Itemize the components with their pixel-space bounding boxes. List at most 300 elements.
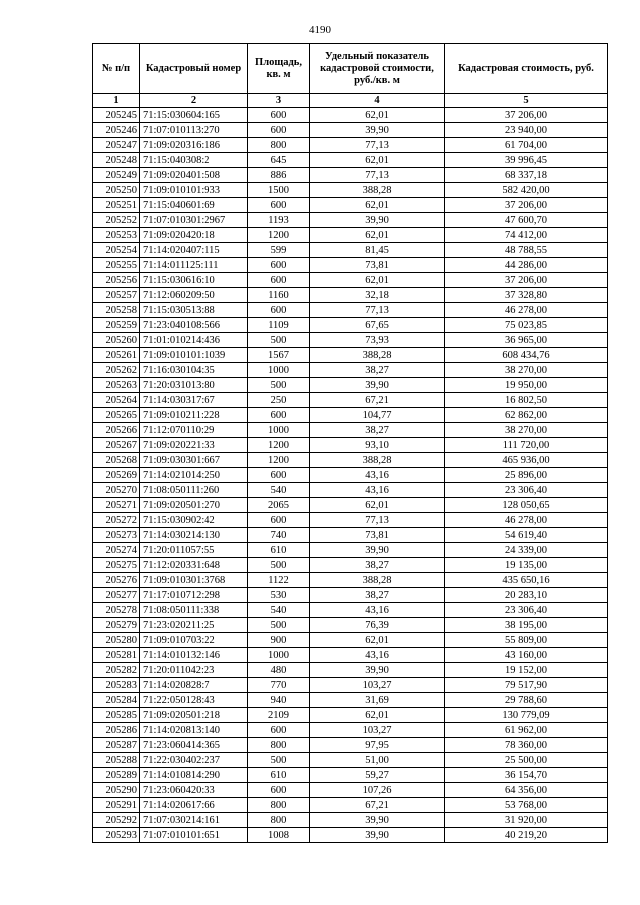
- specific-rate-cell: 388,28: [310, 573, 445, 588]
- specific-rate-cell: 39,90: [310, 213, 445, 228]
- table-row: [93, 123, 608, 138]
- cadastral-cost-cell: 48 788,55: [445, 243, 608, 258]
- cadastral-cost-cell: 38 270,00: [445, 363, 608, 378]
- table-row: [93, 153, 608, 168]
- cadastral-cost-cell: 43 160,00: [445, 648, 608, 663]
- specific-rate-cell: 38,27: [310, 423, 445, 438]
- cadastral-cost-cell: 47 600,70: [445, 213, 608, 228]
- cadastral-number-cell: 71:14:010814:290: [140, 768, 248, 783]
- row-number-cell: 205266: [93, 423, 140, 438]
- row-number-cell: 205257: [93, 288, 140, 303]
- area-cell: 1567: [248, 348, 310, 363]
- row-number-cell: 205254: [93, 243, 140, 258]
- area-cell: 1000: [248, 648, 310, 663]
- specific-rate-cell: 43,16: [310, 648, 445, 663]
- specific-rate-cell: 31,69: [310, 693, 445, 708]
- row-number-cell: 205268: [93, 453, 140, 468]
- area-cell: 1200: [248, 228, 310, 243]
- header-cadastral-number: Кадастровый номер: [140, 44, 248, 94]
- cadastral-cost-cell: 78 360,00: [445, 738, 608, 753]
- row-number-cell: 205249: [93, 168, 140, 183]
- row-number-cell: 205276: [93, 573, 140, 588]
- row-number-cell: 205280: [93, 633, 140, 648]
- row-number-cell: 205248: [93, 153, 140, 168]
- area-cell: 610: [248, 768, 310, 783]
- cadastral-number-cell: 71:12:070110:29: [140, 423, 248, 438]
- column-number: 3: [248, 94, 310, 108]
- specific-rate-cell: 97,95: [310, 738, 445, 753]
- area-cell: 480: [248, 663, 310, 678]
- cadastral-number-cell: 71:09:020401:508: [140, 168, 248, 183]
- cadastral-cost-cell: 36 965,00: [445, 333, 608, 348]
- specific-rate-cell: 77,13: [310, 303, 445, 318]
- table-row: [93, 618, 608, 633]
- row-number-cell: 205250: [93, 183, 140, 198]
- table-row: [93, 633, 608, 648]
- cadastral-cost-cell: 40 219,20: [445, 828, 608, 843]
- cadastral-number-cell: 71:15:040601:69: [140, 198, 248, 213]
- cadastral-number-cell: 71:15:040308:2: [140, 153, 248, 168]
- row-number-cell: 205261: [93, 348, 140, 363]
- specific-rate-cell: 43,16: [310, 603, 445, 618]
- table-row: [93, 198, 608, 213]
- cadastral-cost-cell: 37 206,00: [445, 273, 608, 288]
- cadastral-number-cell: 71:15:030902:42: [140, 513, 248, 528]
- row-number-cell: 205289: [93, 768, 140, 783]
- table-row: [93, 303, 608, 318]
- specific-rate-cell: 388,28: [310, 183, 445, 198]
- cadastral-cost-cell: 37 206,00: [445, 198, 608, 213]
- area-cell: 1122: [248, 573, 310, 588]
- specific-rate-cell: 76,39: [310, 618, 445, 633]
- specific-rate-cell: 73,93: [310, 333, 445, 348]
- specific-rate-cell: 104,77: [310, 408, 445, 423]
- table-row: [93, 378, 608, 393]
- page-number: 4190: [309, 24, 331, 36]
- table-row: [93, 453, 608, 468]
- cadastral-number-cell: 71:17:010712:298: [140, 588, 248, 603]
- specific-rate-cell: 43,16: [310, 483, 445, 498]
- row-number-cell: 205270: [93, 483, 140, 498]
- cadastral-cost-cell: 465 936,00: [445, 453, 608, 468]
- row-number-cell: 205255: [93, 258, 140, 273]
- area-cell: 600: [248, 468, 310, 483]
- table-row: [93, 273, 608, 288]
- area-cell: 500: [248, 378, 310, 393]
- row-number-cell: 205284: [93, 693, 140, 708]
- table-row: [93, 723, 608, 738]
- specific-rate-cell: 39,90: [310, 378, 445, 393]
- cadastral-number-cell: 71:07:010301:2967: [140, 213, 248, 228]
- area-cell: 1000: [248, 363, 310, 378]
- specific-rate-cell: 67,21: [310, 798, 445, 813]
- table-row: [93, 318, 608, 333]
- area-cell: 600: [248, 123, 310, 138]
- cadastral-cost-cell: 38 195,00: [445, 618, 608, 633]
- cadastral-number-cell: 71:23:040108:566: [140, 318, 248, 333]
- specific-rate-cell: 103,27: [310, 723, 445, 738]
- specific-rate-cell: 39,90: [310, 123, 445, 138]
- table-row: [93, 813, 608, 828]
- row-number-cell: 205291: [93, 798, 140, 813]
- specific-rate-cell: 62,01: [310, 708, 445, 723]
- cadastral-number-cell: 71:20:011042:23: [140, 663, 248, 678]
- table-row: [93, 228, 608, 243]
- area-cell: 250: [248, 393, 310, 408]
- row-number-cell: 205267: [93, 438, 140, 453]
- cadastral-cost-cell: 16 802,50: [445, 393, 608, 408]
- specific-rate-cell: 73,81: [310, 258, 445, 273]
- cadastral-cost-cell: 74 412,00: [445, 228, 608, 243]
- row-number-cell: 205285: [93, 708, 140, 723]
- cadastral-cost-cell: 23 306,40: [445, 483, 608, 498]
- area-cell: 500: [248, 558, 310, 573]
- area-cell: 770: [248, 678, 310, 693]
- specific-rate-cell: 62,01: [310, 498, 445, 513]
- specific-rate-cell: 93,10: [310, 438, 445, 453]
- specific-rate-cell: 59,27: [310, 768, 445, 783]
- cadastral-cost-cell: 23 940,00: [445, 123, 608, 138]
- area-cell: 1200: [248, 453, 310, 468]
- cadastral-cost-cell: 54 619,40: [445, 528, 608, 543]
- table-header-row: [93, 44, 608, 94]
- row-number-cell: 205287: [93, 738, 140, 753]
- cadastral-number-cell: 71:08:050111:260: [140, 483, 248, 498]
- specific-rate-cell: 39,90: [310, 813, 445, 828]
- cadastral-cost-cell: 19 152,00: [445, 663, 608, 678]
- cadastral-number-cell: 71:14:030317:67: [140, 393, 248, 408]
- table-row: [93, 768, 608, 783]
- row-number-cell: 205286: [93, 723, 140, 738]
- cadastral-cost-cell: 37 328,80: [445, 288, 608, 303]
- specific-rate-cell: 62,01: [310, 108, 445, 123]
- table-row: [93, 138, 608, 153]
- table-row: [93, 753, 608, 768]
- cadastral-cost-cell: 44 286,00: [445, 258, 608, 273]
- cadastral-value-table: [92, 43, 608, 843]
- row-number-cell: 205273: [93, 528, 140, 543]
- cadastral-number-cell: 71:15:030616:10: [140, 273, 248, 288]
- specific-rate-cell: 77,13: [310, 168, 445, 183]
- cadastral-number-cell: 71:14:010132:146: [140, 648, 248, 663]
- area-cell: 740: [248, 528, 310, 543]
- table-row: [93, 588, 608, 603]
- table-row: [93, 693, 608, 708]
- cadastral-number-cell: 71:09:020221:33: [140, 438, 248, 453]
- cadastral-number-cell: 71:20:031013:80: [140, 378, 248, 393]
- row-number-cell: 205278: [93, 603, 140, 618]
- table-row: [93, 708, 608, 723]
- cadastral-cost-cell: 68 337,18: [445, 168, 608, 183]
- specific-rate-cell: 388,28: [310, 453, 445, 468]
- cadastral-cost-cell: 128 050,65: [445, 498, 608, 513]
- area-cell: 600: [248, 108, 310, 123]
- area-cell: 500: [248, 333, 310, 348]
- row-number-cell: 205258: [93, 303, 140, 318]
- header-area: Площадь, кв. м: [248, 44, 310, 94]
- cadastral-cost-cell: 61 962,00: [445, 723, 608, 738]
- table-row: [93, 213, 608, 228]
- row-number-cell: 205256: [93, 273, 140, 288]
- column-numbers-row: [93, 94, 608, 108]
- area-cell: 1193: [248, 213, 310, 228]
- cadastral-cost-cell: 130 779,09: [445, 708, 608, 723]
- row-number-cell: 205247: [93, 138, 140, 153]
- cadastral-number-cell: 71:12:020331:648: [140, 558, 248, 573]
- cadastral-number-cell: 71:15:030513:88: [140, 303, 248, 318]
- table-row: [93, 468, 608, 483]
- cadastral-number-cell: 71:01:010214:436: [140, 333, 248, 348]
- area-cell: 645: [248, 153, 310, 168]
- row-number-cell: 205263: [93, 378, 140, 393]
- header-number: № п/п: [93, 44, 140, 94]
- cadastral-number-cell: 71:09:010301:3768: [140, 573, 248, 588]
- cadastral-cost-cell: 111 720,00: [445, 438, 608, 453]
- specific-rate-cell: 39,90: [310, 663, 445, 678]
- header-cadastral-cost: Кадастровая стоимость, руб.: [445, 44, 608, 94]
- cadastral-number-cell: 71:09:030301:667: [140, 453, 248, 468]
- area-cell: 600: [248, 723, 310, 738]
- cadastral-number-cell: 71:09:020501:270: [140, 498, 248, 513]
- specific-rate-cell: 39,90: [310, 828, 445, 843]
- specific-rate-cell: 43,16: [310, 468, 445, 483]
- area-cell: 600: [248, 513, 310, 528]
- cadastral-cost-cell: 25 896,00: [445, 468, 608, 483]
- table-row: [93, 783, 608, 798]
- area-cell: 1500: [248, 183, 310, 198]
- area-cell: 530: [248, 588, 310, 603]
- area-cell: 800: [248, 798, 310, 813]
- cadastral-number-cell: 71:09:010703:22: [140, 633, 248, 648]
- row-number-cell: 205252: [93, 213, 140, 228]
- table-row: [93, 663, 608, 678]
- row-number-cell: 205275: [93, 558, 140, 573]
- area-cell: 886: [248, 168, 310, 183]
- row-number-cell: 205245: [93, 108, 140, 123]
- header-specific-rate: Удельный показатель кадастровой стоимости, руб./кв. м: [310, 44, 445, 94]
- table-row: [93, 438, 608, 453]
- area-cell: 1109: [248, 318, 310, 333]
- row-number-cell: 205251: [93, 198, 140, 213]
- row-number-cell: 205265: [93, 408, 140, 423]
- table-row: [93, 648, 608, 663]
- cadastral-number-cell: 71:14:020407:115: [140, 243, 248, 258]
- row-number-cell: 205281: [93, 648, 140, 663]
- cadastral-number-cell: 71:14:030214:130: [140, 528, 248, 543]
- table-row: [93, 258, 608, 273]
- table-row: [93, 603, 608, 618]
- cadastral-number-cell: 71:15:030604:165: [140, 108, 248, 123]
- area-cell: 500: [248, 753, 310, 768]
- area-cell: 599: [248, 243, 310, 258]
- row-number-cell: 205282: [93, 663, 140, 678]
- row-number-cell: 205271: [93, 498, 140, 513]
- cadastral-cost-cell: 20 283,10: [445, 588, 608, 603]
- row-number-cell: 205293: [93, 828, 140, 843]
- cadastral-number-cell: 71:09:020316:186: [140, 138, 248, 153]
- cadastral-number-cell: 71:20:011057:55: [140, 543, 248, 558]
- specific-rate-cell: 38,27: [310, 558, 445, 573]
- table-row: [93, 408, 608, 423]
- cadastral-number-cell: 71:23:020211:25: [140, 618, 248, 633]
- cadastral-cost-cell: 31 920,00: [445, 813, 608, 828]
- row-number-cell: 205277: [93, 588, 140, 603]
- cadastral-number-cell: 71:08:050111:338: [140, 603, 248, 618]
- cadastral-number-cell: 71:14:020813:140: [140, 723, 248, 738]
- cadastral-cost-cell: 25 500,00: [445, 753, 608, 768]
- cadastral-cost-cell: 46 278,00: [445, 513, 608, 528]
- area-cell: 600: [248, 198, 310, 213]
- row-number-cell: 205259: [93, 318, 140, 333]
- table-row: [93, 543, 608, 558]
- specific-rate-cell: 51,00: [310, 753, 445, 768]
- area-cell: 1200: [248, 438, 310, 453]
- row-number-cell: 205274: [93, 543, 140, 558]
- cadastral-cost-cell: 29 788,60: [445, 693, 608, 708]
- specific-rate-cell: 32,18: [310, 288, 445, 303]
- cadastral-number-cell: 71:14:020617:66: [140, 798, 248, 813]
- specific-rate-cell: 107,26: [310, 783, 445, 798]
- specific-rate-cell: 62,01: [310, 273, 445, 288]
- table-row: [93, 498, 608, 513]
- cadastral-number-cell: 71:09:010211:228: [140, 408, 248, 423]
- cadastral-cost-cell: 75 023,85: [445, 318, 608, 333]
- row-number-cell: 205290: [93, 783, 140, 798]
- area-cell: 600: [248, 258, 310, 273]
- table-row: [93, 798, 608, 813]
- specific-rate-cell: 67,21: [310, 393, 445, 408]
- table-row: [93, 573, 608, 588]
- cadastral-number-cell: 71:09:020501:218: [140, 708, 248, 723]
- table-row: [93, 678, 608, 693]
- cadastral-cost-cell: 61 704,00: [445, 138, 608, 153]
- cadastral-number-cell: 71:22:030402:237: [140, 753, 248, 768]
- cadastral-number-cell: 71:12:060209:50: [140, 288, 248, 303]
- specific-rate-cell: 38,27: [310, 588, 445, 603]
- area-cell: 600: [248, 408, 310, 423]
- column-number: 4: [310, 94, 445, 108]
- table-row: [93, 108, 608, 123]
- table-row: [93, 183, 608, 198]
- table-row: [93, 393, 608, 408]
- specific-rate-cell: 62,01: [310, 633, 445, 648]
- cadastral-number-cell: 71:16:030104:35: [140, 363, 248, 378]
- cadastral-number-cell: 71:22:050128:43: [140, 693, 248, 708]
- row-number-cell: 205283: [93, 678, 140, 693]
- cadastral-cost-cell: 39 996,45: [445, 153, 608, 168]
- cadastral-cost-cell: 37 206,00: [445, 108, 608, 123]
- cadastral-cost-cell: 19 950,00: [445, 378, 608, 393]
- area-cell: 1160: [248, 288, 310, 303]
- table-row: [93, 363, 608, 378]
- specific-rate-cell: 62,01: [310, 153, 445, 168]
- cadastral-number-cell: 71:14:011125:111: [140, 258, 248, 273]
- cadastral-number-cell: 71:09:010101:1039: [140, 348, 248, 363]
- cadastral-cost-cell: 55 809,00: [445, 633, 608, 648]
- table-row: [93, 738, 608, 753]
- area-cell: 900: [248, 633, 310, 648]
- area-cell: 800: [248, 138, 310, 153]
- cadastral-cost-cell: 24 339,00: [445, 543, 608, 558]
- table-row: [93, 348, 608, 363]
- table-row: [93, 828, 608, 843]
- cadastral-cost-cell: 19 135,00: [445, 558, 608, 573]
- area-cell: 540: [248, 483, 310, 498]
- area-cell: 600: [248, 783, 310, 798]
- cadastral-cost-cell: 435 650,16: [445, 573, 608, 588]
- cadastral-number-cell: 71:14:020828:7: [140, 678, 248, 693]
- specific-rate-cell: 388,28: [310, 348, 445, 363]
- specific-rate-cell: 62,01: [310, 198, 445, 213]
- row-number-cell: 205292: [93, 813, 140, 828]
- specific-rate-cell: 67,65: [310, 318, 445, 333]
- area-cell: 500: [248, 618, 310, 633]
- cadastral-number-cell: 71:07:010101:651: [140, 828, 248, 843]
- cadastral-number-cell: 71:07:030214:161: [140, 813, 248, 828]
- area-cell: 1008: [248, 828, 310, 843]
- cadastral-number-cell: 71:07:010113:270: [140, 123, 248, 138]
- table-row: [93, 288, 608, 303]
- table-row: [93, 243, 608, 258]
- specific-rate-cell: 39,90: [310, 543, 445, 558]
- cadastral-number-cell: 71:14:021014:250: [140, 468, 248, 483]
- table-row: [93, 423, 608, 438]
- table-row: [93, 483, 608, 498]
- area-cell: 600: [248, 273, 310, 288]
- row-number-cell: 205253: [93, 228, 140, 243]
- row-number-cell: 205269: [93, 468, 140, 483]
- area-cell: 1000: [248, 423, 310, 438]
- cadastral-cost-cell: 64 356,00: [445, 783, 608, 798]
- row-number-cell: 205262: [93, 363, 140, 378]
- row-number-cell: 205279: [93, 618, 140, 633]
- area-cell: 540: [248, 603, 310, 618]
- specific-rate-cell: 77,13: [310, 138, 445, 153]
- cadastral-cost-cell: 36 154,70: [445, 768, 608, 783]
- specific-rate-cell: 73,81: [310, 528, 445, 543]
- cadastral-number-cell: 71:09:020420:18: [140, 228, 248, 243]
- area-cell: 800: [248, 738, 310, 753]
- table-row: [93, 558, 608, 573]
- area-cell: 2065: [248, 498, 310, 513]
- cadastral-cost-cell: 608 434,76: [445, 348, 608, 363]
- area-cell: 800: [248, 813, 310, 828]
- table-row: [93, 333, 608, 348]
- row-number-cell: 205260: [93, 333, 140, 348]
- column-number: 5: [445, 94, 608, 108]
- area-cell: 610: [248, 543, 310, 558]
- specific-rate-cell: 62,01: [310, 228, 445, 243]
- cadastral-cost-cell: 53 768,00: [445, 798, 608, 813]
- table-row: [93, 513, 608, 528]
- table-row: [93, 168, 608, 183]
- row-number-cell: 205288: [93, 753, 140, 768]
- column-number: 1: [93, 94, 140, 108]
- specific-rate-cell: 77,13: [310, 513, 445, 528]
- area-cell: 2109: [248, 708, 310, 723]
- row-number-cell: 205264: [93, 393, 140, 408]
- cadastral-number-cell: 71:23:060414:365: [140, 738, 248, 753]
- cadastral-cost-cell: 46 278,00: [445, 303, 608, 318]
- cadastral-cost-cell: 79 517,90: [445, 678, 608, 693]
- row-number-cell: 205272: [93, 513, 140, 528]
- cadastral-cost-cell: 38 270,00: [445, 423, 608, 438]
- table-row: [93, 528, 608, 543]
- specific-rate-cell: 103,27: [310, 678, 445, 693]
- area-cell: 940: [248, 693, 310, 708]
- specific-rate-cell: 38,27: [310, 363, 445, 378]
- area-cell: 600: [248, 303, 310, 318]
